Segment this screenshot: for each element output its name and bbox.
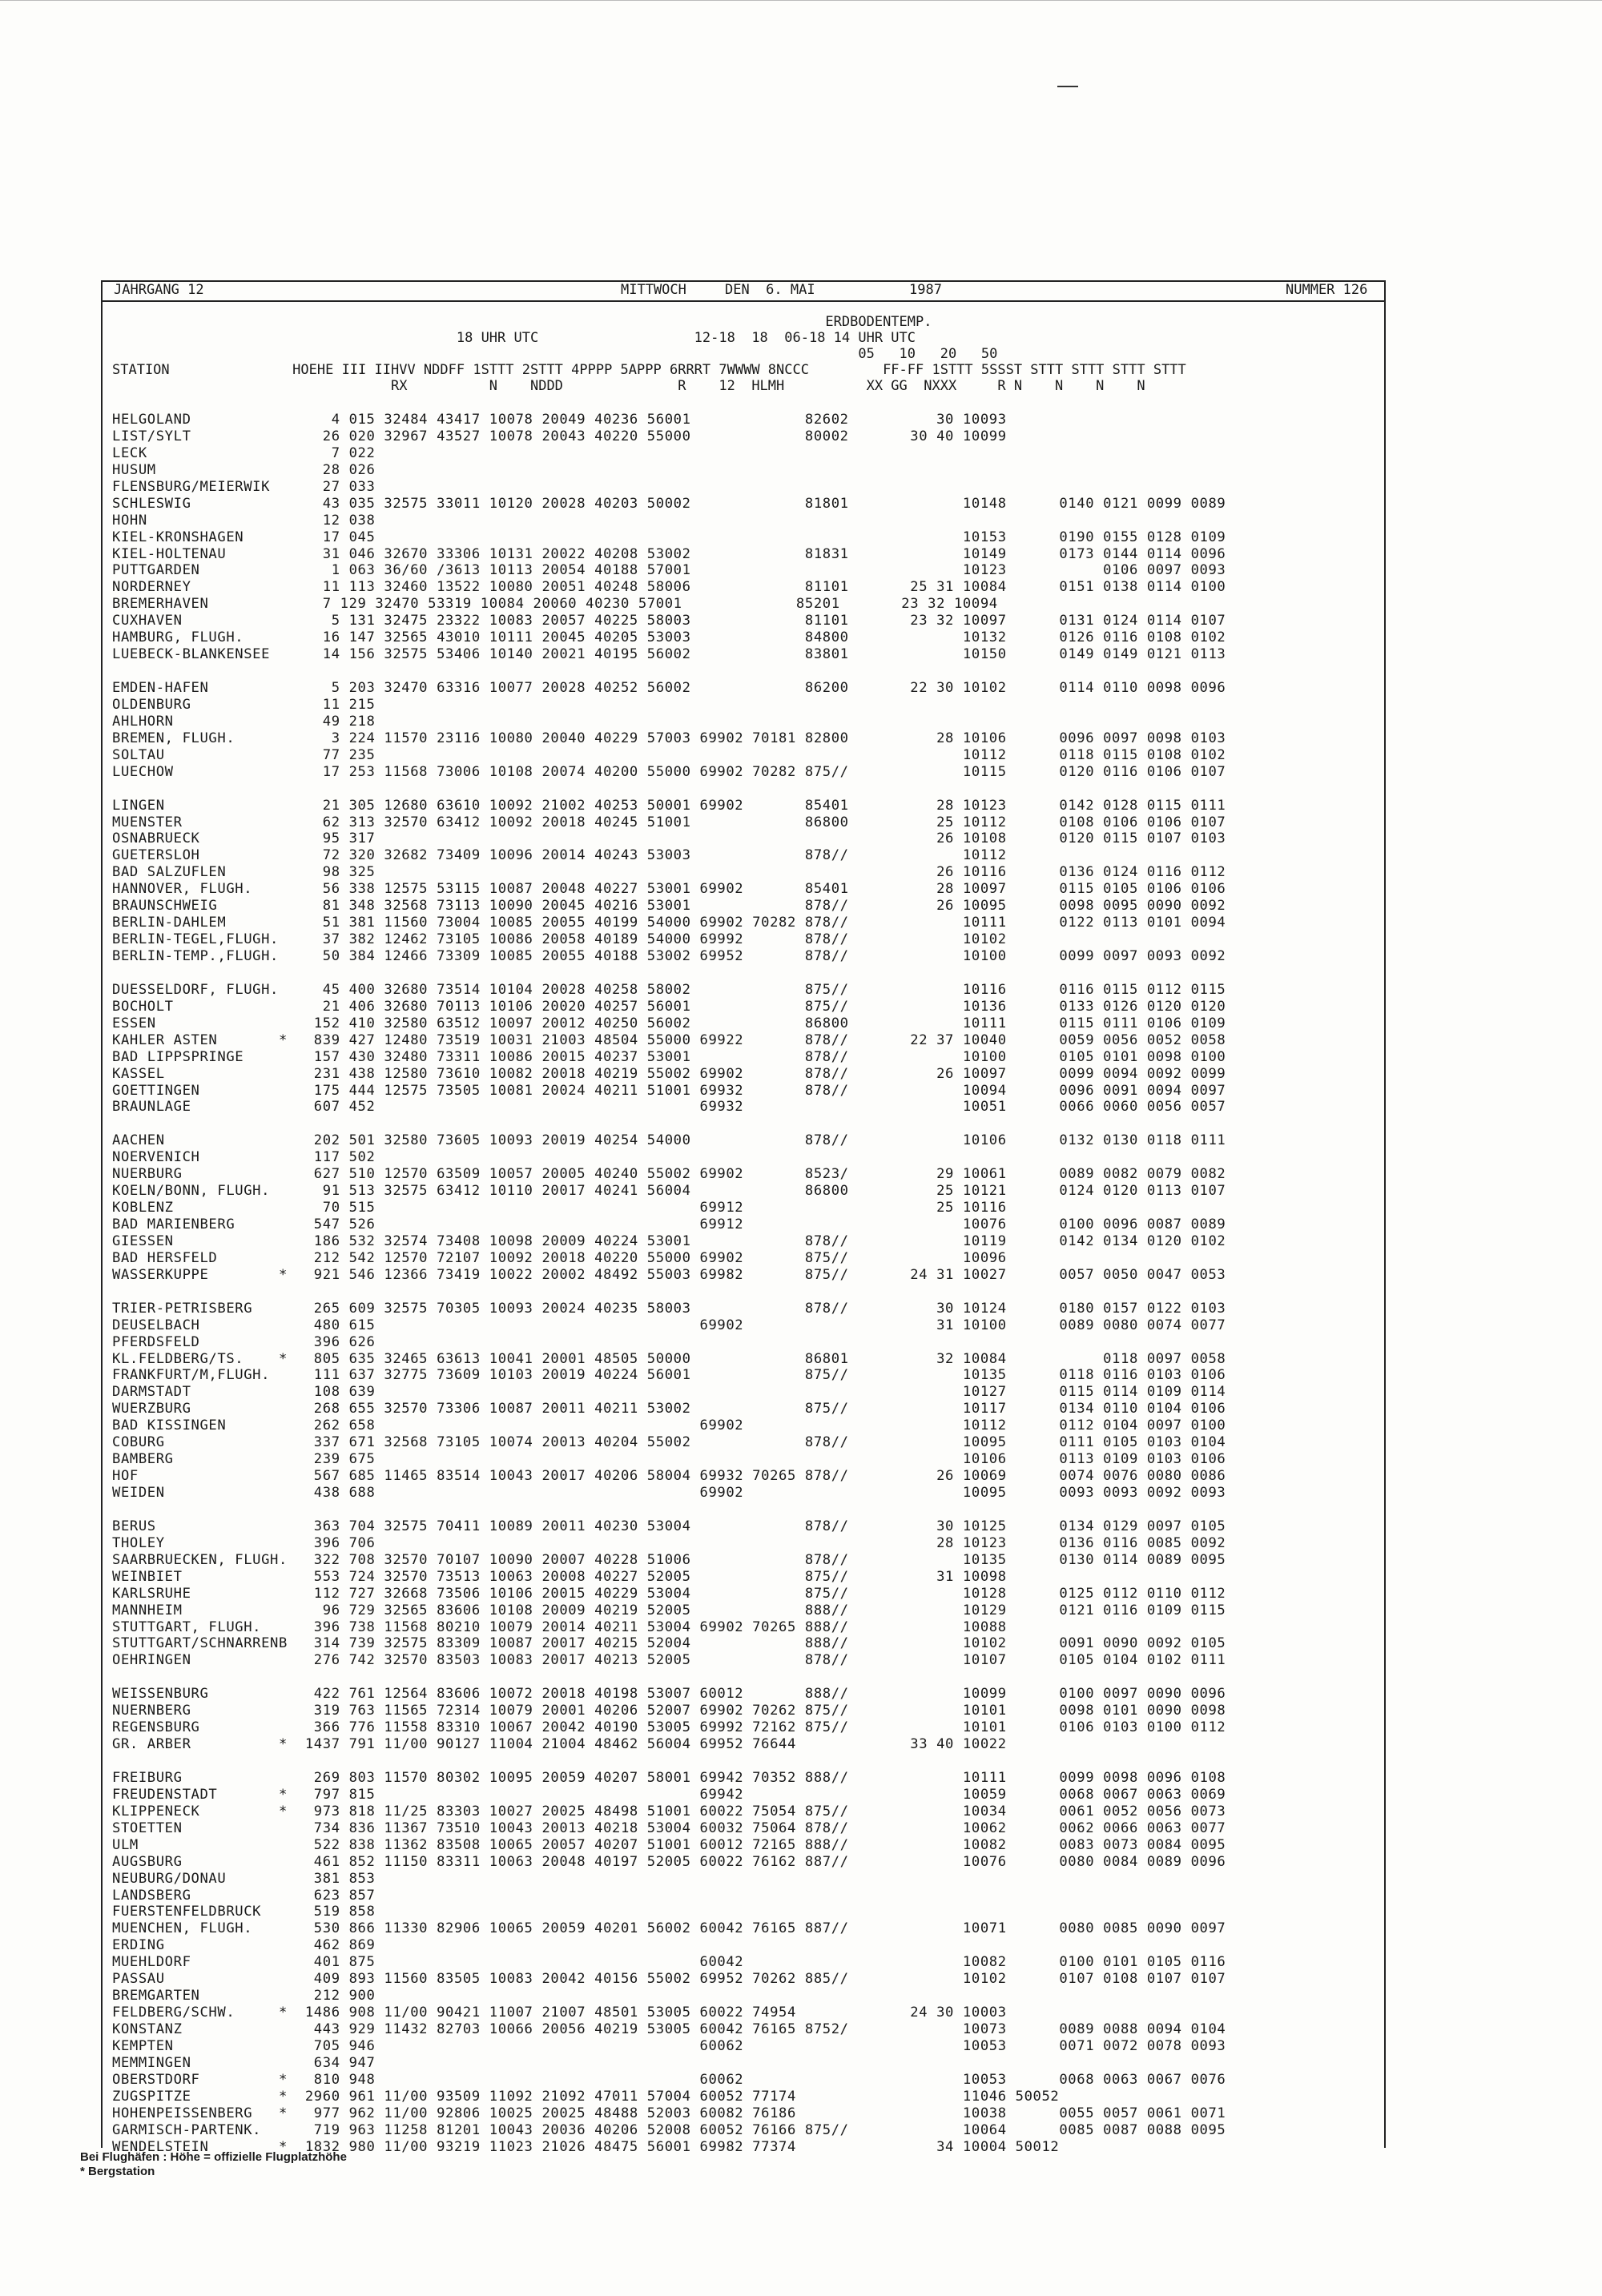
station-row: BRAUNSCHWEIG 81 348 32568 73113 10090 20045 40216 53001 878// 26 10095 0098 0095 0090 0092 bbox=[112, 898, 1226, 915]
page-top-edge bbox=[0, 0, 1602, 1]
station-row: HELGOLAND 4 015 32484 43417 10078 20049 40236 56001 82602 30 10093 bbox=[112, 412, 1007, 428]
station-row: WENDELSTEIN * 1832 980 11/00 93219 11023 21026 48475 56001 69982 77374 34 10004 50012 bbox=[112, 2138, 1060, 2155]
station-row: HAMBURG, FLUGH. 16 147 32565 43010 10111 20045 40205 53003 84800 10132 0126 0116 0108 0102 bbox=[112, 629, 1226, 646]
station-row: NOERVENICH 117 502 bbox=[112, 1149, 376, 1166]
station-row: LANDSBERG 623 857 bbox=[112, 1887, 376, 1904]
station-row: OBERSTDORF * 810 948 60062 10053 0068 0063 0067 0076 bbox=[112, 2071, 1226, 2088]
station-row: WUERZBURG 268 655 32570 73306 10087 20011 40211 53002 875// 10117 0134 0110 0104 0106 bbox=[112, 1401, 1226, 1417]
station-row: KEMPTEN 705 946 60062 10053 0071 0072 0078 0093 bbox=[112, 2037, 1226, 2054]
station-row bbox=[112, 663, 1226, 680]
station-row: GIESSEN 186 532 32574 73408 10098 20009 40224 53001 878// 10119 0142 0134 0120 0102 bbox=[112, 1232, 1226, 1249]
station-row: LINGEN 21 305 12680 63610 10092 21002 40253 50001 69902 85401 28 10123 0142 0128 0115 0111 bbox=[112, 797, 1226, 814]
station-row: ERDING 462 869 bbox=[112, 1937, 376, 1954]
station-row: MUENCHEN, FLUGH. 530 866 11330 82906 10065 20059 40201 56002 60042 76165 887// 10071 0080 0085 0090 0097 bbox=[112, 1920, 1226, 1937]
station-row: WEISSENBURG 422 761 12564 83606 10072 20018 40198 53007 60012 888// 10099 0100 0097 0090 0096 bbox=[112, 1686, 1226, 1703]
issue-number: NUMMER 126 bbox=[1286, 282, 1368, 298]
station-row: FLENSBURG/MEIERWIK 27 033 bbox=[112, 478, 376, 495]
station-row: ULM 522 838 11362 83508 10065 20057 40207 51001 60012 72165 888// 10082 0083 0073 0084 0095 bbox=[112, 1836, 1226, 1853]
station-row: KOBLENZ 70 515 69912 25 10116 bbox=[112, 1200, 1007, 1216]
station-row: FREUDENSTADT * 797 815 69942 10059 0068 0067 0063 0069 bbox=[112, 1786, 1226, 1803]
station-row: BERUS 363 704 32575 70411 10089 20011 40230 53004 878// 30 10125 0134 0129 0097 0105 bbox=[112, 1518, 1226, 1534]
weekday: MITTWOCH bbox=[621, 282, 686, 298]
station-row: WASSERKUPPE * 921 546 12366 73419 10022 20002 48492 55003 69982 875// 24 31 10027 0057 0050 0047 0053 bbox=[112, 1266, 1226, 1283]
station-table bbox=[112, 412, 1226, 2156]
station-row: REGENSBURG 366 776 11558 83310 10067 20042 40190 53005 69992 72162 875// 10101 0106 0103 0100 0112 bbox=[112, 1719, 1226, 1736]
station-row: KL.FELDBERG/TS. * 805 635 32465 63613 10041 20001 48505 50000 86801 32 10084 0118 0097 0058 bbox=[112, 1350, 1226, 1367]
column-header-line-1: ERDBODENTEMP. bbox=[112, 314, 932, 330]
station-row: LECK 7 022 bbox=[112, 444, 376, 461]
station-row: ESSEN 152 410 32580 63512 10097 20012 40250 56002 86800 10111 0115 0111 0106 0109 bbox=[112, 1015, 1226, 1031]
station-row: GOETTINGEN 175 444 12575 73505 10081 20024 40211 51001 69932 878// 10094 0096 0091 0094 0097 bbox=[112, 1082, 1226, 1099]
jahrgang: JAHRGANG 12 bbox=[114, 282, 204, 298]
column-header-line-5: RX N NDDD R 12 HLMH XX GG NXXX R N N N N bbox=[112, 378, 1145, 394]
date: DEN 6. MAI bbox=[725, 282, 815, 298]
station-row: NUERBURG 627 510 12570 63509 10057 20005 40240 55002 69902 8523/ 29 10061 0089 0082 0079 0082 bbox=[112, 1166, 1226, 1183]
station-row: MANNHEIM 96 729 32565 83606 10108 20009 40219 52005 888// 10129 0121 0116 0109 0115 bbox=[112, 1602, 1226, 1618]
station-row: BAD HERSFELD 212 542 12570 72107 10092 20018 40220 55000 69902 875// 10096 bbox=[112, 1249, 1007, 1266]
station-row: AACHEN 202 501 32580 73605 10093 20019 40254 54000 878// 10106 0132 0130 0118 0111 bbox=[112, 1132, 1226, 1149]
station-row: MEMMINGEN 634 947 bbox=[112, 2054, 376, 2071]
station-row: KONSTANZ 443 929 11432 82703 10066 20056 40219 53005 60042 76165 8752/ 10073 0089 0088 0094 0104 bbox=[112, 2021, 1226, 2037]
station-row: GARMISCH-PARTENK. 719 963 11258 81201 10043 20036 40206 52008 60052 76166 875// 10064 0085 0087 0088 0095 bbox=[112, 2121, 1226, 2138]
station-row: DARMSTADT 108 639 10127 0115 0114 0109 0114 bbox=[112, 1384, 1226, 1401]
station-row: NUERNBERG 319 763 11565 72314 10079 20001 40206 52007 69902 70262 875// 10101 0098 0101 0090 0098 bbox=[112, 1703, 1226, 1719]
station-row: TRIER-PETRISBERG 265 609 32575 70305 10093 20024 40235 58003 878// 30 10124 0180 0157 0122 0103 bbox=[112, 1300, 1226, 1317]
footnote-mountain-station: * Bergstation bbox=[80, 2165, 155, 2178]
station-row: KOELN/BONN, FLUGH. 91 513 32575 63412 10110 20017 40241 56004 86800 25 10121 0124 0120 0113 0107 bbox=[112, 1183, 1226, 1200]
station-row: WEIDEN 438 688 69902 10095 0093 0093 0092 0093 bbox=[112, 1485, 1226, 1501]
station-row: BREMGARTEN 212 900 bbox=[112, 1988, 376, 2004]
header-rule bbox=[101, 300, 1384, 302]
station-row: DEUSELBACH 480 615 69902 31 10100 0089 0080 0074 0077 bbox=[112, 1317, 1226, 1333]
station-row: AUGSBURG 461 852 11150 83311 10063 20048 40197 52005 60022 76162 887// 10076 0080 0084 0089 0096 bbox=[112, 1853, 1226, 1870]
station-row: LIST/SYLT 26 020 32967 43527 10078 20043 40220 55000 80002 30 40 10099 bbox=[112, 428, 1007, 444]
station-row: GUETERSLOH 72 320 32682 73409 10096 20014 40243 53003 878// 10112 bbox=[112, 847, 1007, 864]
station-row: HOHENPEISSENBERG * 977 962 11/00 92806 10025 20025 48488 52003 60082 76186 10038 0055 0057 0061 0071 bbox=[112, 2105, 1226, 2121]
station-row: NEUBURG/DONAU 381 853 bbox=[112, 1870, 376, 1887]
station-row: BREMEN, FLUGH. 3 224 11570 23116 10080 20040 40229 57003 69902 70181 82800 28 10106 0096 0097 0098 0103 bbox=[112, 730, 1226, 746]
station-row: PASSAU 409 893 11560 83505 10083 20042 40156 55002 69952 70262 885// 10102 0107 0108 0107 0107 bbox=[112, 1971, 1226, 1988]
station-row: KARLSRUHE 112 727 32668 73506 10106 20015 40229 53004 875// 10128 0125 0112 0110 0112 bbox=[112, 1585, 1226, 1602]
column-header-line-2: 18 UHR UTC 12-18 18 06-18 14 UHR UTC bbox=[112, 330, 916, 346]
station-row bbox=[112, 1753, 1226, 1770]
station-row: FRANKFURT/M,FLUGH. 111 637 32775 73609 10103 20019 40224 56001 875// 10135 0118 0116 0103 0106 bbox=[112, 1367, 1226, 1384]
station-row: HOF 567 685 11465 83514 10043 20017 40206 58004 69932 70265 878// 26 10069 0074 0076 0080 0086 bbox=[112, 1468, 1226, 1485]
station-row: WEINBIET 553 724 32570 73513 10063 20008 40227 52005 875// 31 10098 bbox=[112, 1568, 1007, 1585]
station-row: SAARBRUECKEN, FLUGH. 322 708 32570 70107 10090 20007 40228 51006 878// 10135 0130 0114 0089 0095 bbox=[112, 1551, 1226, 1568]
station-row: BERLIN-DAHLEM 51 381 11560 73004 10085 20055 40199 54000 69902 70282 878// 10111 0122 0113 0101 0094 bbox=[112, 915, 1226, 931]
station-row: GR. ARBER * 1437 791 11/00 90127 11004 21004 48462 56004 69952 76644 33 40 10022 bbox=[112, 1736, 1007, 1753]
station-row: KASSEL 231 438 12580 73610 10082 20018 40219 55002 69902 878// 26 10097 0099 0094 0092 0099 bbox=[112, 1065, 1226, 1082]
station-row: FUERSTENFELDBRUCK 519 858 bbox=[112, 1904, 376, 1920]
year: 1987 bbox=[909, 282, 942, 298]
station-row: MUENSTER 62 313 32570 63412 10092 20018 40245 51001 86800 25 10112 0108 0106 0106 0107 bbox=[112, 814, 1226, 830]
station-row: KLIPPENECK * 973 818 11/25 83303 10027 20025 48498 51001 60022 75054 875// 10034 0061 0052 0056 0073 bbox=[112, 1803, 1226, 1820]
station-row bbox=[112, 1284, 1226, 1301]
station-row: NORDERNEY 11 113 32460 13522 10080 20051 40248 58006 81101 25 31 10084 0151 0138 0114 0100 bbox=[112, 579, 1226, 596]
station-row: BAD LIPPSPRINGE 157 430 32480 73311 10086 20015 40237 53001 878// 10100 0105 0101 0098 0100 bbox=[112, 1048, 1226, 1065]
page-mark bbox=[1057, 86, 1078, 87]
station-row: FELDBERG/SCHW. * 1486 908 11/00 90421 11007 21007 48501 53005 60022 74954 24 30 10003 bbox=[112, 2004, 1007, 2021]
station-row: HOHN 12 038 bbox=[112, 512, 376, 529]
station-row bbox=[112, 965, 1226, 982]
station-row: CUXHAVEN 5 131 32475 23322 10083 20057 40225 58003 81101 23 32 10097 0131 0124 0114 0107 bbox=[112, 613, 1226, 629]
station-row: MUEHLDORF 401 875 60042 10082 0100 0101 0105 0116 bbox=[112, 1954, 1226, 1971]
station-row: BAD KISSINGEN 262 658 69902 10112 0112 0104 0097 0100 bbox=[112, 1417, 1226, 1434]
station-row: BERLIN-TEMP.,FLUGH. 50 384 12466 73309 10085 20055 40188 53002 69952 878// 10100 0099 0097 0093 0092 bbox=[112, 948, 1226, 964]
station-row: HANNOVER, FLUGH. 56 338 12575 53115 10087 20048 40227 53001 69902 85401 28 10097 0115 0105 0106 0106 bbox=[112, 881, 1226, 898]
station-row: BAD SALZUFLEN 98 325 26 10116 0136 0124 0116 0112 bbox=[112, 864, 1226, 881]
column-header-line-3: 05 10 20 50 bbox=[112, 346, 998, 362]
station-row: BAMBERG 239 675 10106 0113 0109 0103 0106 bbox=[112, 1451, 1226, 1468]
station-row: OSNABRUECK 95 317 26 10108 0120 0115 0107 0103 bbox=[112, 830, 1226, 847]
station-row: HUSUM 28 026 bbox=[112, 461, 376, 478]
station-row bbox=[112, 1502, 1226, 1518]
station-row: KIEL-KRONSHAGEN 17 045 10153 0190 0155 0128 0109 bbox=[112, 529, 1226, 545]
station-row: AHLHORN 49 218 bbox=[112, 713, 376, 730]
station-row bbox=[112, 1669, 1226, 1686]
station-row: KIEL-HOLTENAU 31 046 32670 33306 10131 20022 40208 53002 81831 10149 0173 0144 0114 0096 bbox=[112, 545, 1226, 562]
station-row: SCHLESWIG 43 035 32575 33011 10120 20028 40203 50002 81801 10148 0140 0121 0099 0089 bbox=[112, 495, 1226, 512]
station-row: ZUGSPITZE * 2960 961 11/00 93509 11092 21092 47011 57004 60052 77174 11046 50052 bbox=[112, 2088, 1060, 2105]
station-row: FREIBURG 269 803 11570 80302 10095 20059 40207 58001 69942 70352 888// 10111 0099 0098 0096 0108 bbox=[112, 1769, 1226, 1786]
station-row: BOCHOLT 21 406 32680 70113 10106 20020 40257 56001 875// 10136 0133 0126 0120 0120 bbox=[112, 998, 1226, 1015]
station-row: THOLEY 396 706 28 10123 0136 0116 0085 0092 bbox=[112, 1534, 1226, 1551]
station-row: STOETTEN 734 836 11367 73510 10043 20013 40218 53004 60032 75064 878// 10062 0062 0066 0063 0077 bbox=[112, 1820, 1226, 1836]
footnote-airports: Bei Flughäfen : Höhe = offizielle Flugplatzhöhe bbox=[80, 2150, 347, 2164]
station-row: COBURG 337 671 32568 73105 10074 20013 40204 55002 878// 10095 0111 0105 0103 0104 bbox=[112, 1434, 1226, 1451]
station-row: SOLTAU 77 235 10112 0118 0115 0108 0102 bbox=[112, 746, 1226, 763]
station-row: LUECHOW 17 253 11568 73006 10108 20074 40200 55000 69902 70282 875// 10115 0120 0116 0106 0107 bbox=[112, 763, 1226, 780]
station-row bbox=[112, 1116, 1226, 1132]
station-row: PUTTGARDEN 1 063 36/60 /3613 10113 20054 40188 57001 10123 0106 0097 0093 bbox=[112, 562, 1226, 579]
station-row: LUEBECK-BLANKENSEE 14 156 32575 53406 10140 20021 40195 56002 83801 10150 0149 0149 0121 0113 bbox=[112, 646, 1226, 663]
station-row bbox=[112, 781, 1226, 798]
station-row: OEHRINGEN 276 742 32570 83503 10083 20017 40213 52005 878// 10107 0105 0104 0102 0111 bbox=[112, 1652, 1226, 1669]
station-row: STUTTGART, FLUGH. 396 738 11568 80210 10079 20014 40211 53004 69902 70265 888// 10088 bbox=[112, 1618, 1007, 1635]
station-row: KAHLER ASTEN * 839 427 12480 73519 10031 21003 48504 55000 69922 878// 22 37 10040 0059 0056 0052 0058 bbox=[112, 1031, 1226, 1048]
station-row: PFERDSFELD 396 626 bbox=[112, 1333, 376, 1350]
station-row: BERLIN-TEGEL,FLUGH. 37 382 12462 73105 10086 20058 40189 54000 69992 878// 10102 bbox=[112, 931, 1007, 948]
station-row: BRAUNLAGE 607 452 69932 10051 0066 0060 0056 0057 bbox=[112, 1099, 1226, 1116]
station-row: EMDEN-HAFEN 5 203 32470 63316 10077 20028 40252 56002 86200 22 30 10102 0114 0110 0098 0096 bbox=[112, 680, 1226, 696]
column-header-line-4: STATION HOEHE III IIHVV NDDFF 1STTT 2STTT 4PPPP 5APPP 6RRRT 7WWWW 8NCCC FF-FF 1STTT 5SSST STTT STTT STTT STTT bbox=[112, 362, 1186, 378]
station-row: STUTTGART/SCHNARRENB 314 739 32575 83309 10087 20017 40215 52004 888// 10102 0091 0090 0092 0105 bbox=[112, 1635, 1226, 1652]
station-row: DUESSELDORF, FLUGH. 45 400 32680 73514 10104 20028 40258 58002 875// 10116 0116 0115 0112 0115 bbox=[112, 981, 1226, 998]
station-row: BAD MARIENBERG 547 526 69912 10076 0100 0096 0087 0089 bbox=[112, 1216, 1226, 1232]
station-row: OLDENBURG 11 215 bbox=[112, 696, 376, 713]
station-row: BREMERHAVEN 7 129 32470 53319 10084 20060 40230 57001 85201 23 32 10094 bbox=[112, 596, 998, 613]
